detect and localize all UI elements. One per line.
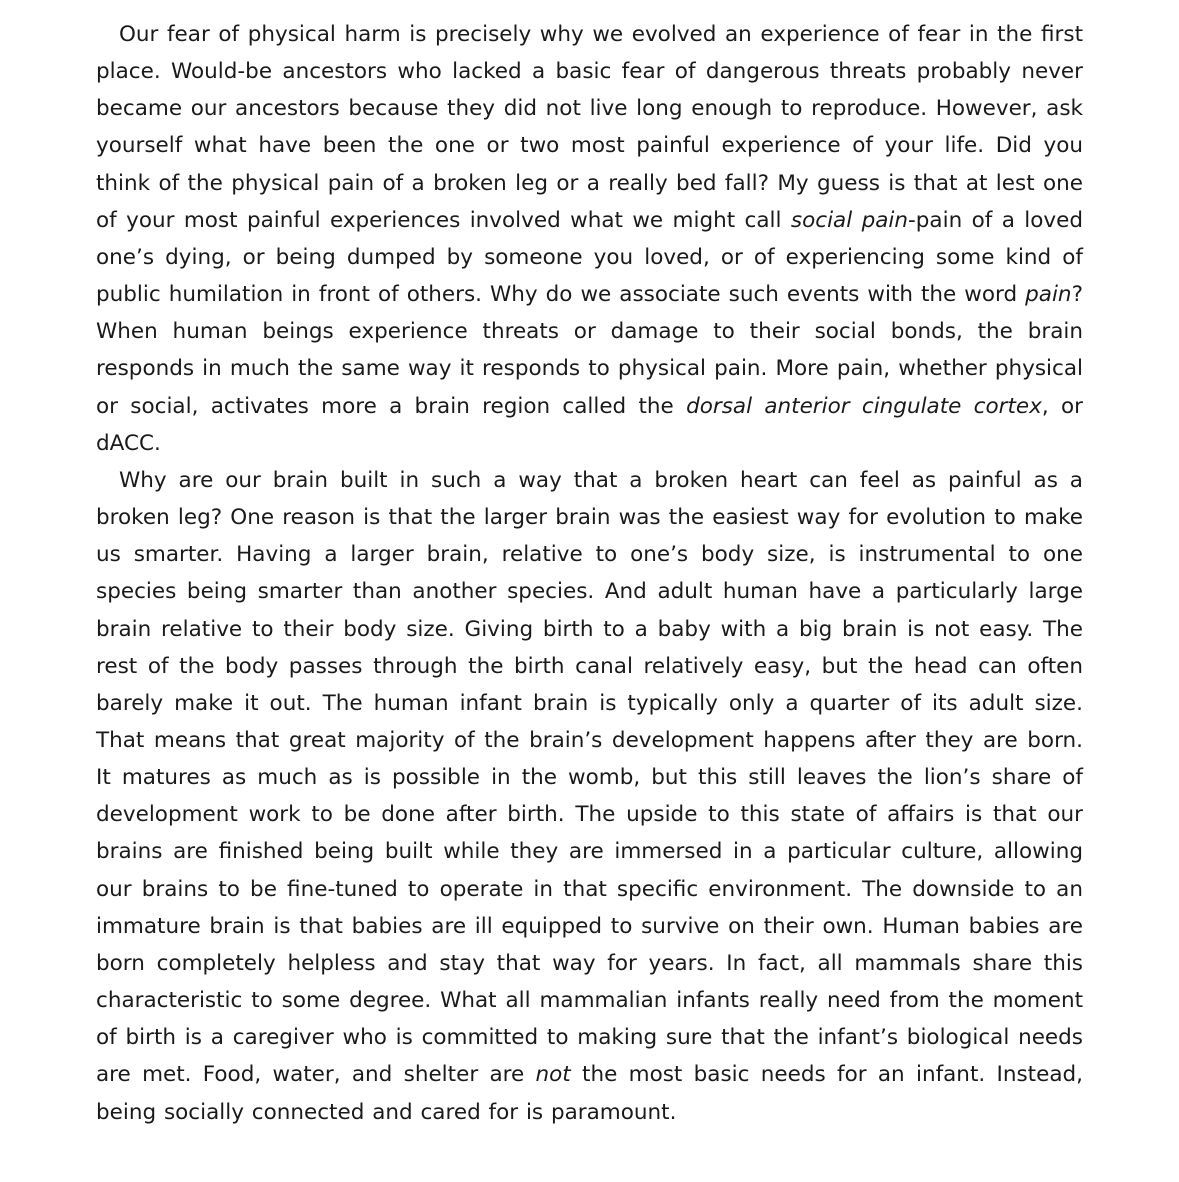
text-segment: -pain of a loved one’s dying, or being dumped by someone you loved, or of experiencing some kind of public humilation in front of others. Why do we associate such events with the word bbox=[96, 207, 1084, 308]
text-segment: Our fear of physical harm is precisely why we evolved an experience of fear in the first place. Would-be ancestors who lacked a basic fear of dangerous threats probably never became our ancestors because they did not live long enough to reproduce. However, ask yourself what have been the one or two most painful experience of your life. Did you think of the physical pain of a broken leg or a really bed fall? My guess is that at lest one of your most painful experiences involved what we might call bbox=[96, 22, 1083, 233]
text-segment: Why are our brain built in such a way that a broken heart can feel as painful as a broken leg? One reason is that the larger brain was the easiest way for evolution to make us smarter. Having a larger brain, relative to one’s body size, is instrumental to one species being smarter than another species. And adult human have a particularly large brain relative to their body size. Giving birth to a baby with a big brain is not easy. The rest of the body passes through the birth canal relatively easy, but the head can often barely make it out. The human infant brain is typically only a quarter of its adult size. That means that great majority of the brain’s development happens after they are born. It matures as much as is possible in the womb, but this still leaves the lion’s share of development work to be done after birth. The upside to this state of affairs is that our brains are finished being built while they are immersed in a particular culture, allowing our brains to be fine-tuned to operate in that specific environment. The downside to an immature brain is that babies are ill equipped to survive on their own. Human babies are born completely helpless and stay that way for years. In fact, all mammals share this characteristic to some degree. What all mammalian infants really need from the moment of birth is a caregiver who is committed to making sure that the infant’s biological needs are met. Food, water, and shelter are bbox=[96, 467, 1083, 1088]
document-page bbox=[96, 16, 1083, 1131]
paragraph-2 bbox=[96, 462, 1083, 1131]
italic-term: pain bbox=[1025, 282, 1072, 308]
italic-term: not bbox=[535, 1062, 571, 1088]
italic-term: dorsal anterior cingulate cortex bbox=[686, 393, 1042, 419]
text-segment: ? When human beings experience threats or damage to their social bonds, the brain responds in much the same way it responds to physical pain. More pain, whether physical or social, activates more a brain region called the bbox=[96, 282, 1083, 419]
text-segment: , or dACC. bbox=[96, 393, 1083, 456]
paragraph-1 bbox=[96, 16, 1083, 462]
text-segment: the most basic needs for an infant. Instead, being socially connected and cared for is paramount. bbox=[96, 1062, 1083, 1125]
italic-term: social pain bbox=[790, 207, 909, 233]
